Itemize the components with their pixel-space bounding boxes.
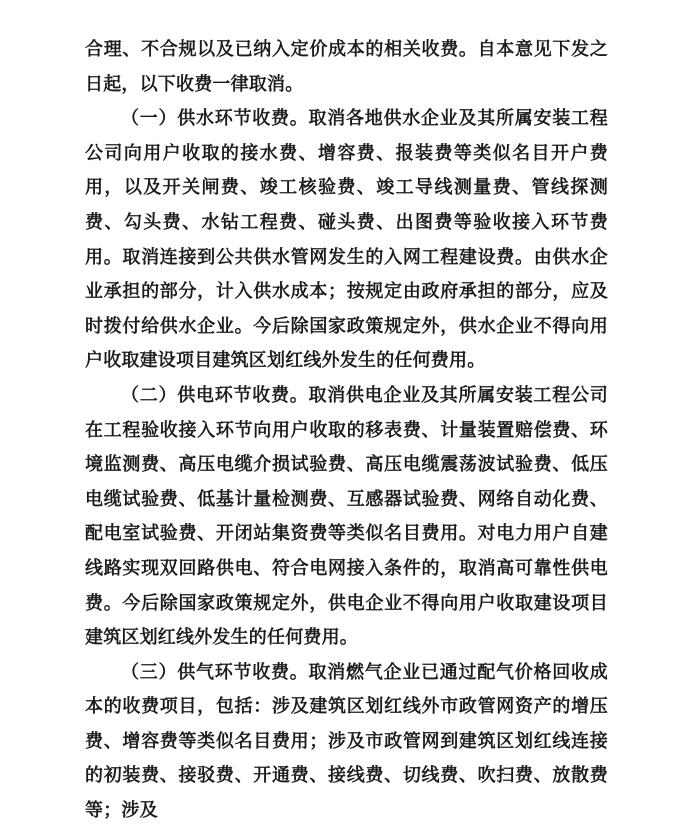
paragraph-item-2-electricity-fees: （二）供电环节收费。取消供电企业及其所属安装工程公司在工程验收接入环节向用户收取的移表费、计量装置赔偿费、环境监测费、高压电缆介损试验费、高压电缆震荡波试验费、低压电缆试验费、低基计量检测费、互感器试验费、网络自动化费、配电室试验费、开闭站集资费等类似名目费用。对电力用户自建线路实现双回路供电、符合电网接入条件的，取消高可靠性供电费。今后除国家政策规定外，供电企业不得向用户收取建设项目建筑区划红线外发生的任何费用。 [85, 384, 608, 648]
paragraph-item-1-water-fees: （一）供水环节收费。取消各地供水企业及其所属安装工程公司向用户收取的接水费、增容费、报装费等类似名目开户费用，以及开关闸费、竣工核验费、竣工导线测量费、管线探测费、勾头费、水钻工程费、碰头费、出图费等验收接入环节费用。取消连接到公共供水管网发生的入网工程建设费。由供水企业承担的部分，计入供水成本；按规定由政府承担的部分，应及时拨付给供水企业。今后除国家政策规定外，供水企业不得向用户收取建设项目建筑区划红线外发生的任何费用。 [85, 108, 608, 371]
paragraph-intro-continuation: 合理、不合规以及已纳入定价成本的相关收费。自本意见下发之日起，以下收费一律取消。 [85, 39, 608, 94]
paragraph-item-3-gas-fees: （三）供气环节收费。取消燃气企业已通过配气价格回收成本的收费项目，包括：涉及建筑区划红线外市政管网资产的增压费、增容费等类似名目费用；涉及市政管网到建筑区划红线连接的初装费、接驳费、开通费、接线费、切线费、吹扫费、放散费等；涉及 [85, 661, 608, 821]
